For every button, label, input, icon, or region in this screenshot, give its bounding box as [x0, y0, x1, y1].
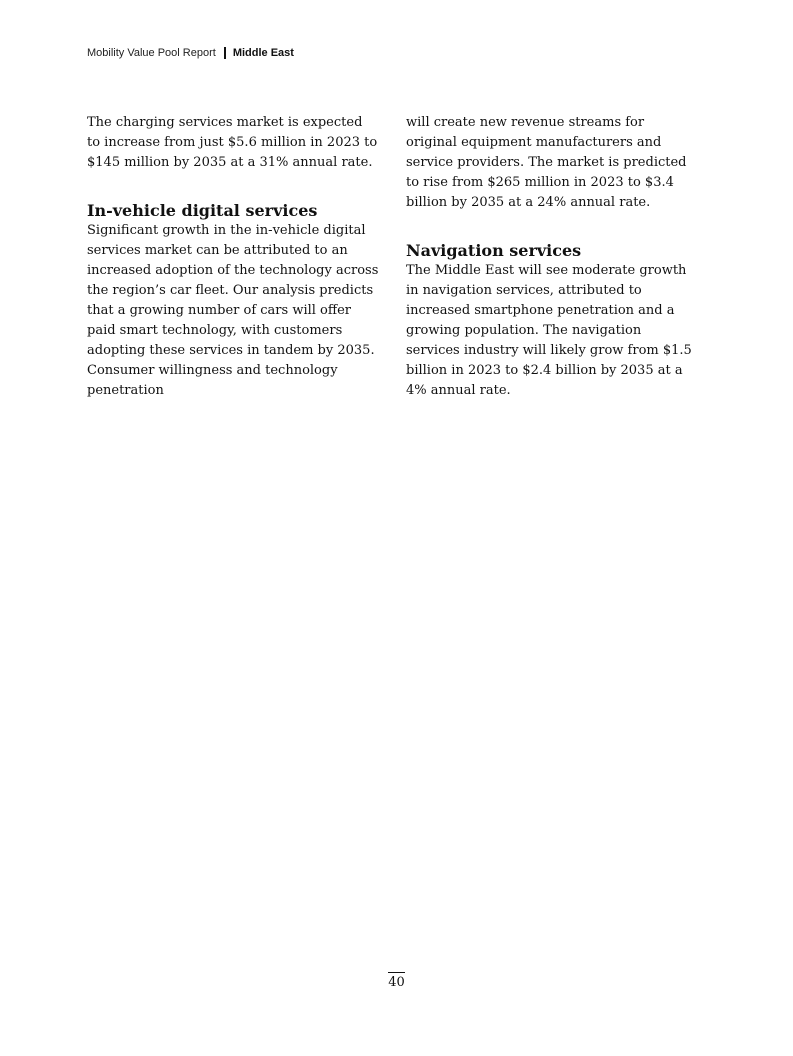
navigation-services-heading: Navigation services [406, 241, 582, 260]
in-vehicle-continuation-paragraph: will create new revenue streams for original equipment manufacturers and service providers. The market is predicted to rise from $265 million in 2023 to $3.4 billion by 2035 at a 24% annual rate. [406, 115, 687, 210]
right-column [406, 113, 698, 401]
section-spacer [406, 213, 698, 241]
in-vehicle-digital-services-paragraph: Significant growth in the in-vehicle digital services market can be attributed to an increased adoption of the technology across the region’s car fleet. Our analysis predicts that a growing number of cars will offer paid smart technology, with customers adopting these services in tandem by 2035. Consumer willingness and technology penetration [87, 223, 379, 398]
section-spacer [87, 173, 379, 201]
region-label: Middle East [232, 47, 294, 59]
header-divider [224, 47, 226, 59]
in-vehicle-digital-services-heading: In-vehicle digital services [87, 201, 318, 220]
page-footer [0, 972, 793, 992]
left-column [87, 113, 379, 401]
running-header [87, 46, 294, 60]
navigation-services-paragraph: The Middle East will see moderate growth in navigation services, attributed to increased smartphone penetration and a growing population. The navigation services industry will likely grow from $1.5 billion in 2023 to $2.4 billion by 2035 at a 4% annual rate. [406, 263, 692, 398]
page-number: 40 [388, 972, 405, 992]
charging-services-paragraph: The charging services market is expected to increase from just $5.6 million in 2023 to $145 million by 2035 at a 31% annual rate. [87, 115, 378, 170]
report-title: Mobility Value Pool Report [87, 47, 216, 59]
